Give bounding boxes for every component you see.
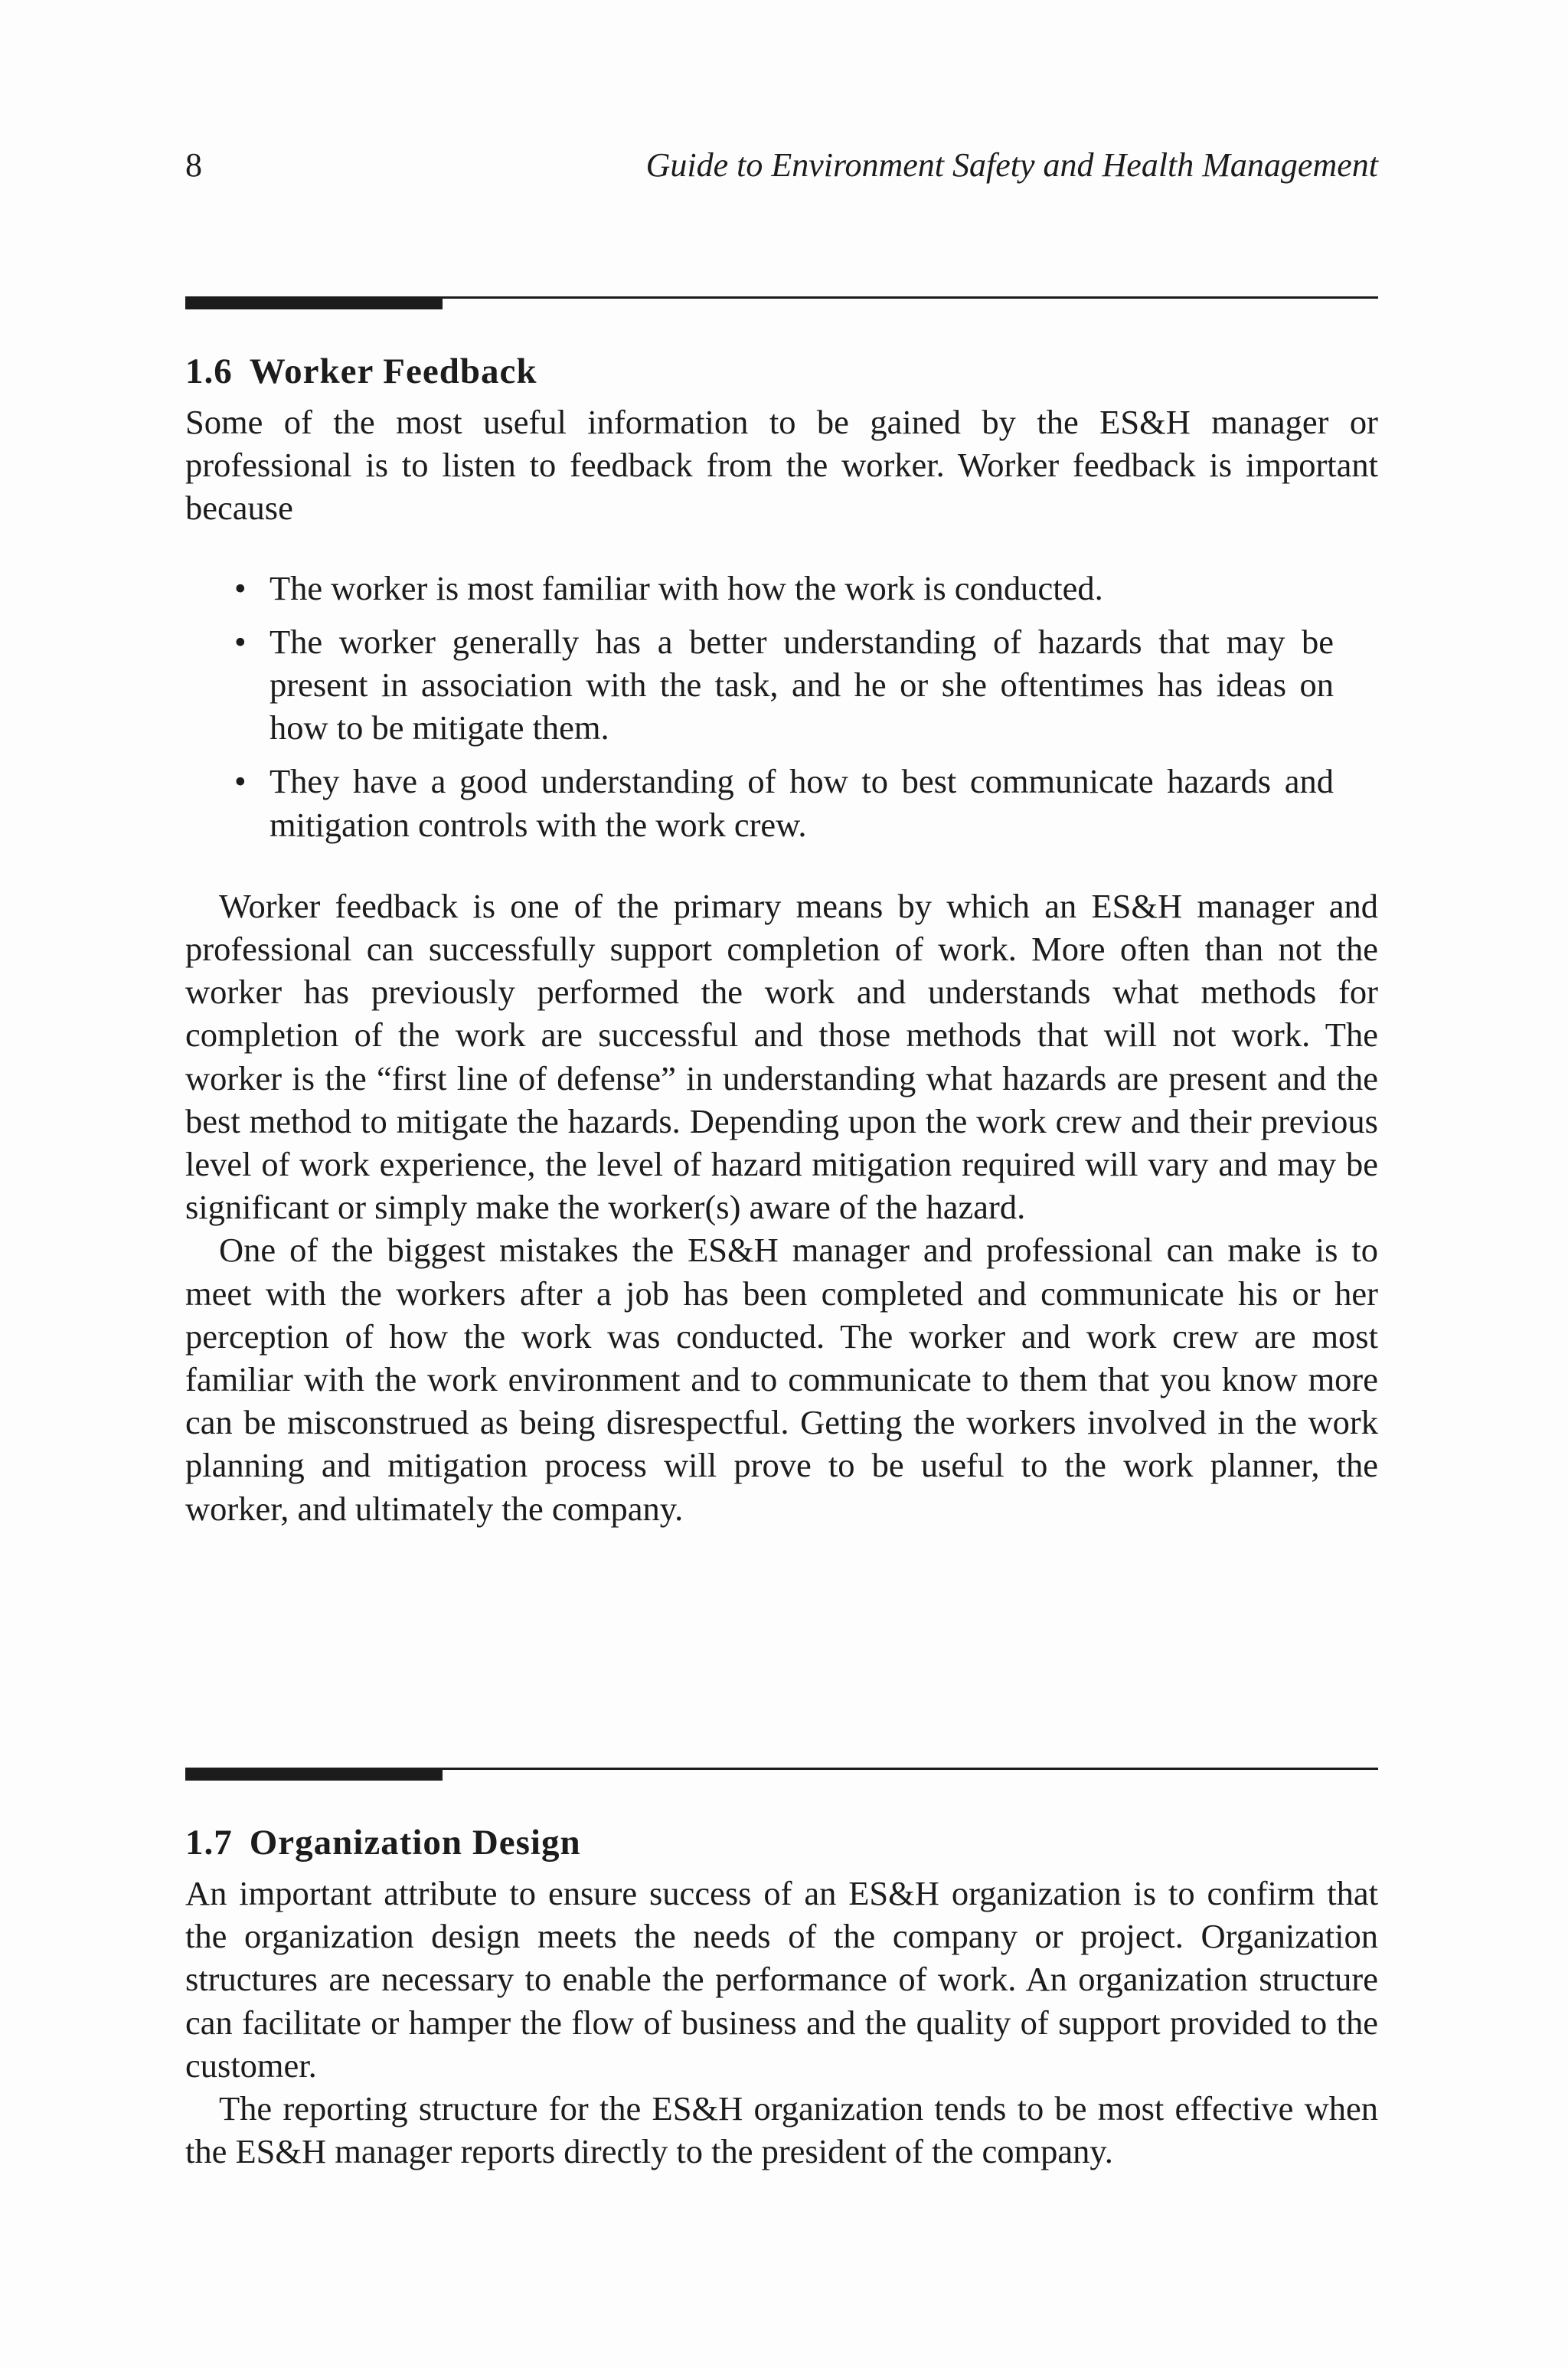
section-intro-paragraph: An important attribute to ensure success of an ES&H organization is to confirm that the organization design meets the needs of the company or project. Organization structures are necessary to enable the performance of work. An organization structure can facilitate or hamper the flow of business and the quality of support provided to the customer. [185,1874,1378,2085]
section-heading [185,350,1378,393]
section-rule-thick [185,1768,443,1781]
section-rule [185,295,1378,310]
bullet-text: The worker generally has a better understanding of hazards that may be present in association with the task, and he or she oftentimes has ideas on how to be mitigate them. [270,622,1334,747]
section-rule [185,1766,1378,1781]
bullet-item [234,567,1334,610]
section-title: Worker Feedback [249,352,537,391]
bullet-item [234,760,1334,845]
section-rule-thick [185,296,443,309]
section-organization-design [185,1766,1378,2173]
body-paragraph: Worker feedback is one of the primary means by which an ES&H manager and professional can successfully support completion of work. More often than not the worker has previously performed the work and understands what methods for completion of the work are successful and those methods that will not work. The worker is the “first line of defense” in understanding what hazards are present and the best method to mitigate the hazards. Depending upon the work crew and their previous level of work experience, the level of hazard mitigation required will vary and may be significant or simply make the worker(s) aware of the hazard. [185,886,1378,1227]
bullet-text: They have a good understanding of how to best communicate hazards and mitigation controls with the work crew. [270,762,1334,844]
body-paragraph: One of the biggest mistakes the ES&H manager and professional can make is to meet with the workers after a job has been completed and communicate his or her perception of how the work was conducted. The worker and work crew are most familiar with the work environment and to communicate to them that you know more can be misconstrued as being disrespectful. Getting the workers involved in the work planning and mitigation process will prove to be useful to the work planner, the worker, and ultimately the company. [185,1231,1378,1528]
section-number: 1.6 [185,352,233,391]
bullet-list [185,567,1378,846]
section-number: 1.7 [185,1823,233,1863]
bullet-item [234,620,1334,750]
section-worker-feedback [185,295,1378,1530]
section-heading [185,1821,1378,1864]
body-paragraph: The reporting structure for the ES&H organization tends to be most effective when the ES&H manager reports directly to the president of the company. [185,2089,1378,2171]
bullet-icon: • [234,622,247,661]
bullet-icon: • [234,762,247,801]
section-title: Organization Design [249,1823,581,1863]
page [185,0,1378,2368]
section-intro-paragraph: Some of the most useful information to be gained by the ES&H manager or professional is to listen to feedback from the worker. Worker feedback is important because [185,403,1378,528]
book-title: Guide to Environment Safety and Health Management [645,146,1378,184]
bullet-text: The worker is most familiar with how the work is conducted. [270,568,1103,607]
page-number: 8 [185,146,202,184]
bullet-icon: • [234,568,247,607]
